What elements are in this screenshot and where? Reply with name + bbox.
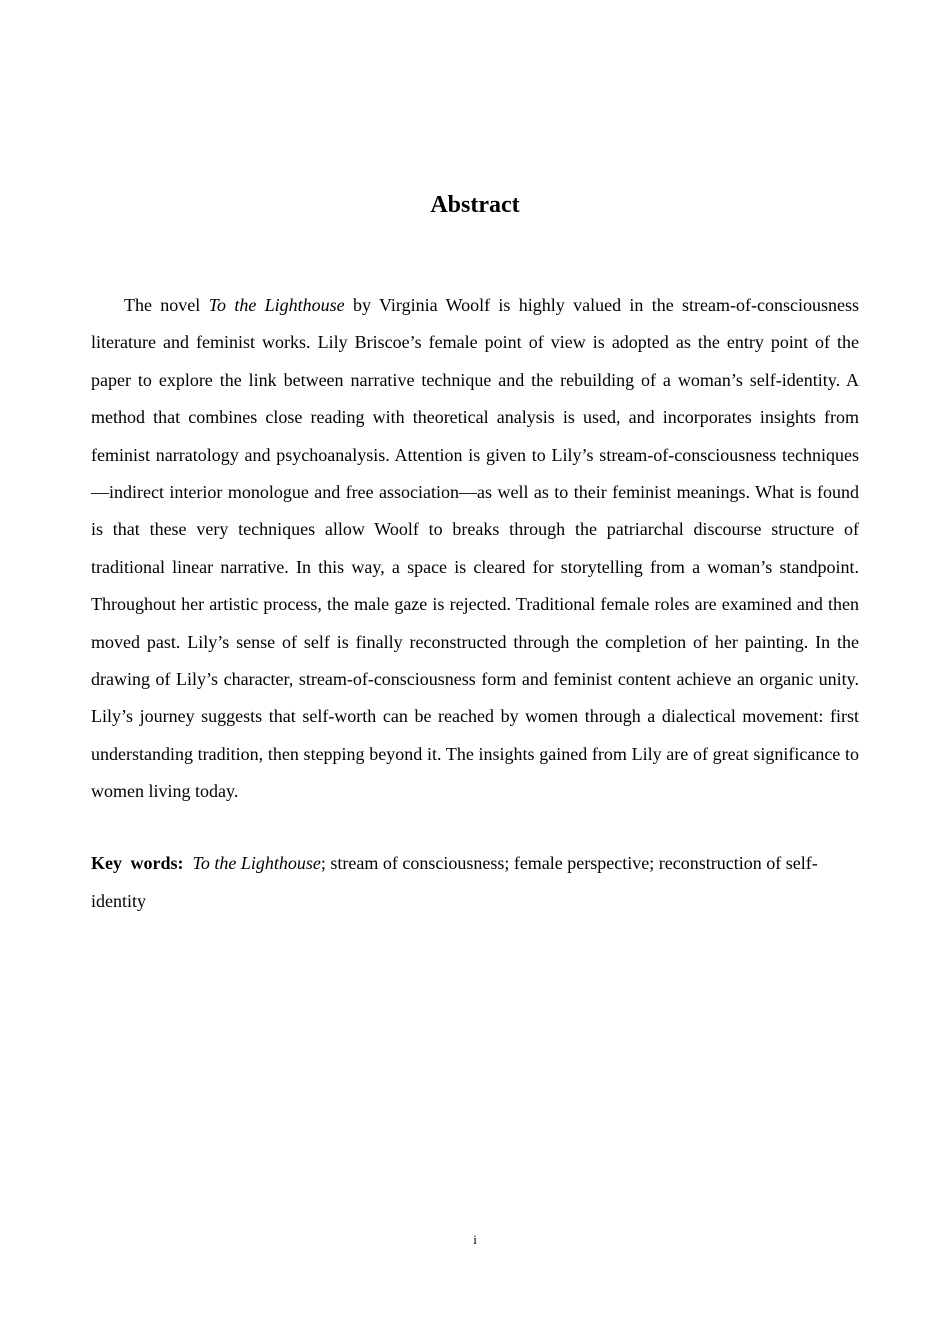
keywords-list: ; stream of consciousness; female perspective; reconstruction of self-identity — [91, 853, 818, 911]
keywords-line — [91, 844, 859, 920]
abstract-main-text: by Virginia Woolf is highly valued in the stream-of-consciousness literature and feminist works. Lily Briscoe’s female point of view is adopted as the entry point of the paper to explore the link between narrative technique and the rebuilding of a woman’s self-identity. A method that combines close reading with theoretical analysis is used, and incorporates insights from feminist narratology and psychoanalysis. Attention is given to Lily’s stream-of-consciousness techniques—indirect interior monologue and free association—as well as to their feminist meanings. What is found is that these very techniques allow Woolf to breaks through the patriarchal discourse structure of traditional linear narrative. In this way, a space is cleared for storytelling from a woman’s standpoint. Throughout her artistic process, the male gaze is rejected. Traditional female roles are examined and then moved past. Lily’s sense of self is finally reconstructed through the completion of her painting. In the drawing of Lily’s character, stream-of-consciousness form and feminist content achieve an organic unity. Lily’s journey suggests that self-worth can be reached by women through a dialectical movement: first understanding tradition, then stepping beyond it. The insights gained from Lily are of great significance to women living today. — [91, 295, 859, 802]
abstract-intro-text: The novel — [124, 295, 209, 315]
keywords-novel-title: To the Lighthouse — [192, 853, 321, 873]
abstract-novel-title: To the Lighthouse — [208, 295, 345, 315]
page-number: i — [473, 1232, 477, 1247]
abstract-paragraph — [91, 287, 859, 811]
abstract-heading: Abstract — [430, 192, 520, 218]
keywords-label: Key words: — [91, 853, 184, 873]
